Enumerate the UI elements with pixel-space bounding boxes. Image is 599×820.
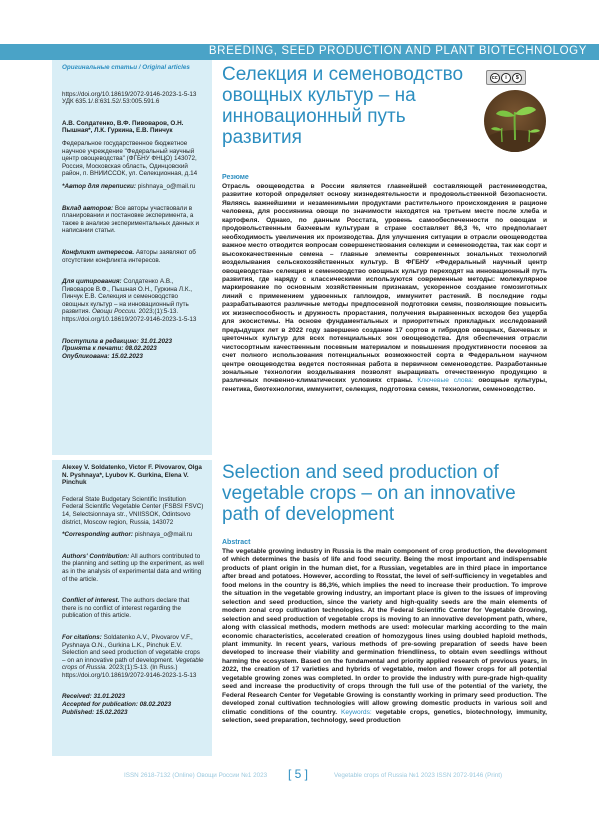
ru-article-title: Селекция и семеноводство овощных культур – на инновационный путь развития <box>222 64 464 148</box>
article-type: Оригинальные статьи / Original articles <box>62 64 190 71</box>
citation-journal: Vegetable crops of Russia. <box>62 656 204 672</box>
conflict-label: Конфликт интересов. <box>62 248 135 256</box>
doi-link[interactable]: https://doi.org/10.18619/2072-9146-2023-1-5-13 <box>62 90 197 98</box>
udk: УДК 635.1/.8:631.52/.53:005.591.6 <box>62 98 160 106</box>
citation-tail[interactable]: 2023;(1):5-13. (In Russ.) https://doi.org/10.18619/2072-9146-2023-1-5-13 <box>62 664 197 679</box>
published-date: Published: 15.02.2023 <box>62 708 128 716</box>
published-date: Опубликована: 15.02.2023 <box>62 352 143 360</box>
by-icon: i <box>501 73 511 83</box>
page-footer <box>0 767 599 783</box>
en-article-title: Selection and seed production of vegetable crops – on an innovative path of development <box>222 462 516 525</box>
ru-keywords: овощные культуры, генетика, биотехнологии, иммунитет, селекция, подготовка семян, технологии, семеноводство. <box>222 377 547 393</box>
corresponding-email[interactable]: pishnaya_o@mail.ru <box>137 182 196 190</box>
contribution-text: Все авторы участвовали в планировании и постановке эксперимента, а также в анализе экспериментальных данных и написании статьи. <box>62 204 200 235</box>
corresponding-label: *Автор для переписки: <box>62 182 136 190</box>
institution: Federal State Budgetary Scientific Institution Federal Scientific Vegetable Center (FSBSI FSVC) 14, Selectsionnaya str., VNIISSOK, Odintsovo district, Moscow region, Russia, 143072 <box>62 495 204 526</box>
en-keywords-label: Keywords: <box>340 708 372 716</box>
en-abstract <box>222 548 547 726</box>
citation-label: Для цитирования: <box>62 278 122 286</box>
conflict-label: Conflict of interest. <box>62 597 120 605</box>
en-sidebar <box>52 460 212 756</box>
received-date: Received: 31.01.2023 <box>62 693 126 701</box>
citation-journal: Овощи России. <box>92 308 137 316</box>
citation-text: Солдатенко А.В., Пивоваров В.Ф., Пышная О.Н., Гуркина Л.К., Пинчук Е.В. Селекция и семеноводство овощных культур – на инновационный путь развития. <box>62 278 192 316</box>
section-title: BREEDING, SEED PRODUCTION AND PLANT BIOTECHNOLOGY <box>208 45 587 57</box>
contribution-label: Вклад авторов: <box>62 204 114 212</box>
conflict-text: Авторы заявляют об отсутствии конфликта интересов. <box>62 248 196 264</box>
institution: Федеральное государственное бюджетное научное учреждение "Федеральный научный центр овощеводства" (ФГБНУ ФНЦО) 143072, Россия, Московская область, Одинцовский район, п. ВНИИССОК, ул. Селекционная, д.14 <box>62 139 198 178</box>
authors: А.В. Солдатенко, В.Ф. Пивоваров, О.Н. Пышная*, Л.К. Гуркина, Е.В. Пинчук <box>62 119 184 135</box>
conflict-text: The authors declare that there is no conflict of interest regarding the publication of this article. <box>62 597 190 620</box>
ru-abstract <box>222 183 547 394</box>
cc-icon: cc <box>491 74 498 81</box>
corresponding-email[interactable]: pishnaya_o@mail.ru <box>134 531 193 539</box>
page-number: [ 5 ] <box>288 767 309 781</box>
authors: Alexey V. Soldatenko, Victor F. Pivovarov, Olga N. Pyshnaya*, Lyubov K. Gurkina, Elena V. Pinchuk <box>62 464 202 487</box>
citation-label: For citations: <box>62 633 102 641</box>
accepted-date: Accepted for publication: 08.02.2023 <box>62 701 172 709</box>
ru-keywords-label: Ключевые слова: <box>417 377 474 385</box>
contribution-label: Authors' Contribution: <box>62 552 130 560</box>
citation-tail[interactable]: 2023;(1):5-13. https://doi.org/10.18619/2072-9146-2023-1-5-13 <box>62 308 197 324</box>
contribution-text: All authors contributed to the planning and setting up the experiment, as well as in the analysis of experimental data and writing of the article. <box>62 552 204 583</box>
footer-right: Vegetable crops of Russia №1 2023 ISSN 2072-9146 (Print) <box>334 772 503 779</box>
nc-icon: $ <box>512 73 522 83</box>
ru-sidebar <box>52 60 212 455</box>
en-keywords: vegetable crops, genetics, biotechnology, immunity, selection, seed preparation, technology, seed production <box>222 708 547 725</box>
ru-abstract-heading: Резюме <box>222 174 249 181</box>
corresponding-label: *Corresponding author: <box>62 531 134 539</box>
en-abstract-body: The vegetable growing industry in Russia is the main component of crop production, the development of which determines the basis of life and food security. Being the most important and indispensable products of plant origin in the human diet, for a Russian, vegetables are in third place in importance after bread and potatoes. However, according to Rosstat, the level of self-sufficiency in vegetables and food melons in the country is 86,3%, which implies the need to increase their production. To improve the situation in the vegetable growing industry, an important place is given to the issues of improving selection and seed production, since the variety and high-quality seeds are the main elements of modern zonal crop cultivation technologies. At the Federal Scientific Center for Vegetable Growing, selection and seed production of vegetable crops is moving to an innovative development path, where, along with classical methods, modern methods are used: molecular marking according to the main economic characteristics, accelerated creation of homozygous lines using doubled haploid methods, plant immunity. In recent years, various methods of pre-sowing preparation of seeds have been developed to increase their viability and germination friendliness, to obtain even seedlings without harming the ecosystem. Based on the fundamental and priority applied research of previous years, in 2022, the creation of 17 varieties and hybrids of vegetable, melon and flower crops for all potential vegetable growing zones was completed. In order to provide the industry with pure-grade high-quality seed and increase the productivity of crops through the full use of the potential of the variety, the Federal Research Center for Vegetable Growing is constantly working in primary seed production. The developed zonal cultivation technologies will allow growing domestic products in various soil and climatic conditions of the country. <box>222 548 547 716</box>
seedling-photo <box>484 90 546 152</box>
received-date: Поступила в редакцию: 31.01.2023 <box>62 337 172 345</box>
ru-abstract-body: Отрасль овощеводства в России является главнейшей составляющей растениеводства, развитие которой определяет основу жизнедеятельности и продовольственной безопасности. Являясь важнейшими и незаменимыми продуктами растительного происхождения в рационе человека, для россиянина овощи по значимости находятся на третьем месте после хлеба и картофеля. Однако, по данным Росстата, уровень самообеспеченности по овощам и продовольственным бахчевым культурам в стране составляет 86,3 %, что предполагает необходимость увеличения их производства. Для улучшения ситуации в отрасли овощеводства важное место отводится вопросам совершенствования селекции и семеноводства, так как сорт и высококачественные семена – главные элементы современных зональных технологий возделывания сельскохозяйственных культур. В ФГБНУ «Федеральный научный центр овощеводства» селекция и семеноводство овощных культур переходят на инновационный путь развития, где наряду с классическими используются современные методы: молекулярное маркирование по основным хозяйственным признакам, ускоренное создание гомозиготных линий с применением удвоенных гаплоидов, иммунитет растений. В последние годы разрабатываются различные методы предпосевной подготовки семян, позволяющие повысить их жизнеспособность и дружность прорастания, получения выравненных всходов без ущерба для экосистемы. На основе фундаментальных и приоритетных прикладных исследований предыдущих лет в 2022 году завершено создание 17 сортов и гибридов овощных, бахчевых и цветочных культур для всех потенциальных зон овощеводства. Для обеспечения отрасли чистосортным качественным посевным материалом и повышения продуктивности посевов за счет полного использования потенциальных возможностей сорта в Федеральном научном центре овощеводства ведется постоянная работа в первичном семеноводстве. Разработанные зональные технологии возделывания позволят выращивать отечественную продукцию в различных почвенно-климатических условиях страны. <box>222 183 547 385</box>
license-badge[interactable] <box>486 70 526 85</box>
citation-text: Soldatenko A.V., Pivovarov V.F., Pyshnaya O.N., Gurkina L.K., Pinchuk E.V. Selection and seed production of vegetable crops – on an innovative path of development. <box>62 633 200 664</box>
accepted-date: Принята к печати: 08.02.2023 <box>62 345 157 353</box>
section-banner <box>0 44 599 60</box>
footer-left: ISSN 2618-7132 (Online) Овощи России №1 2023 <box>124 772 268 779</box>
en-abstract-heading: Abstract <box>222 539 251 546</box>
